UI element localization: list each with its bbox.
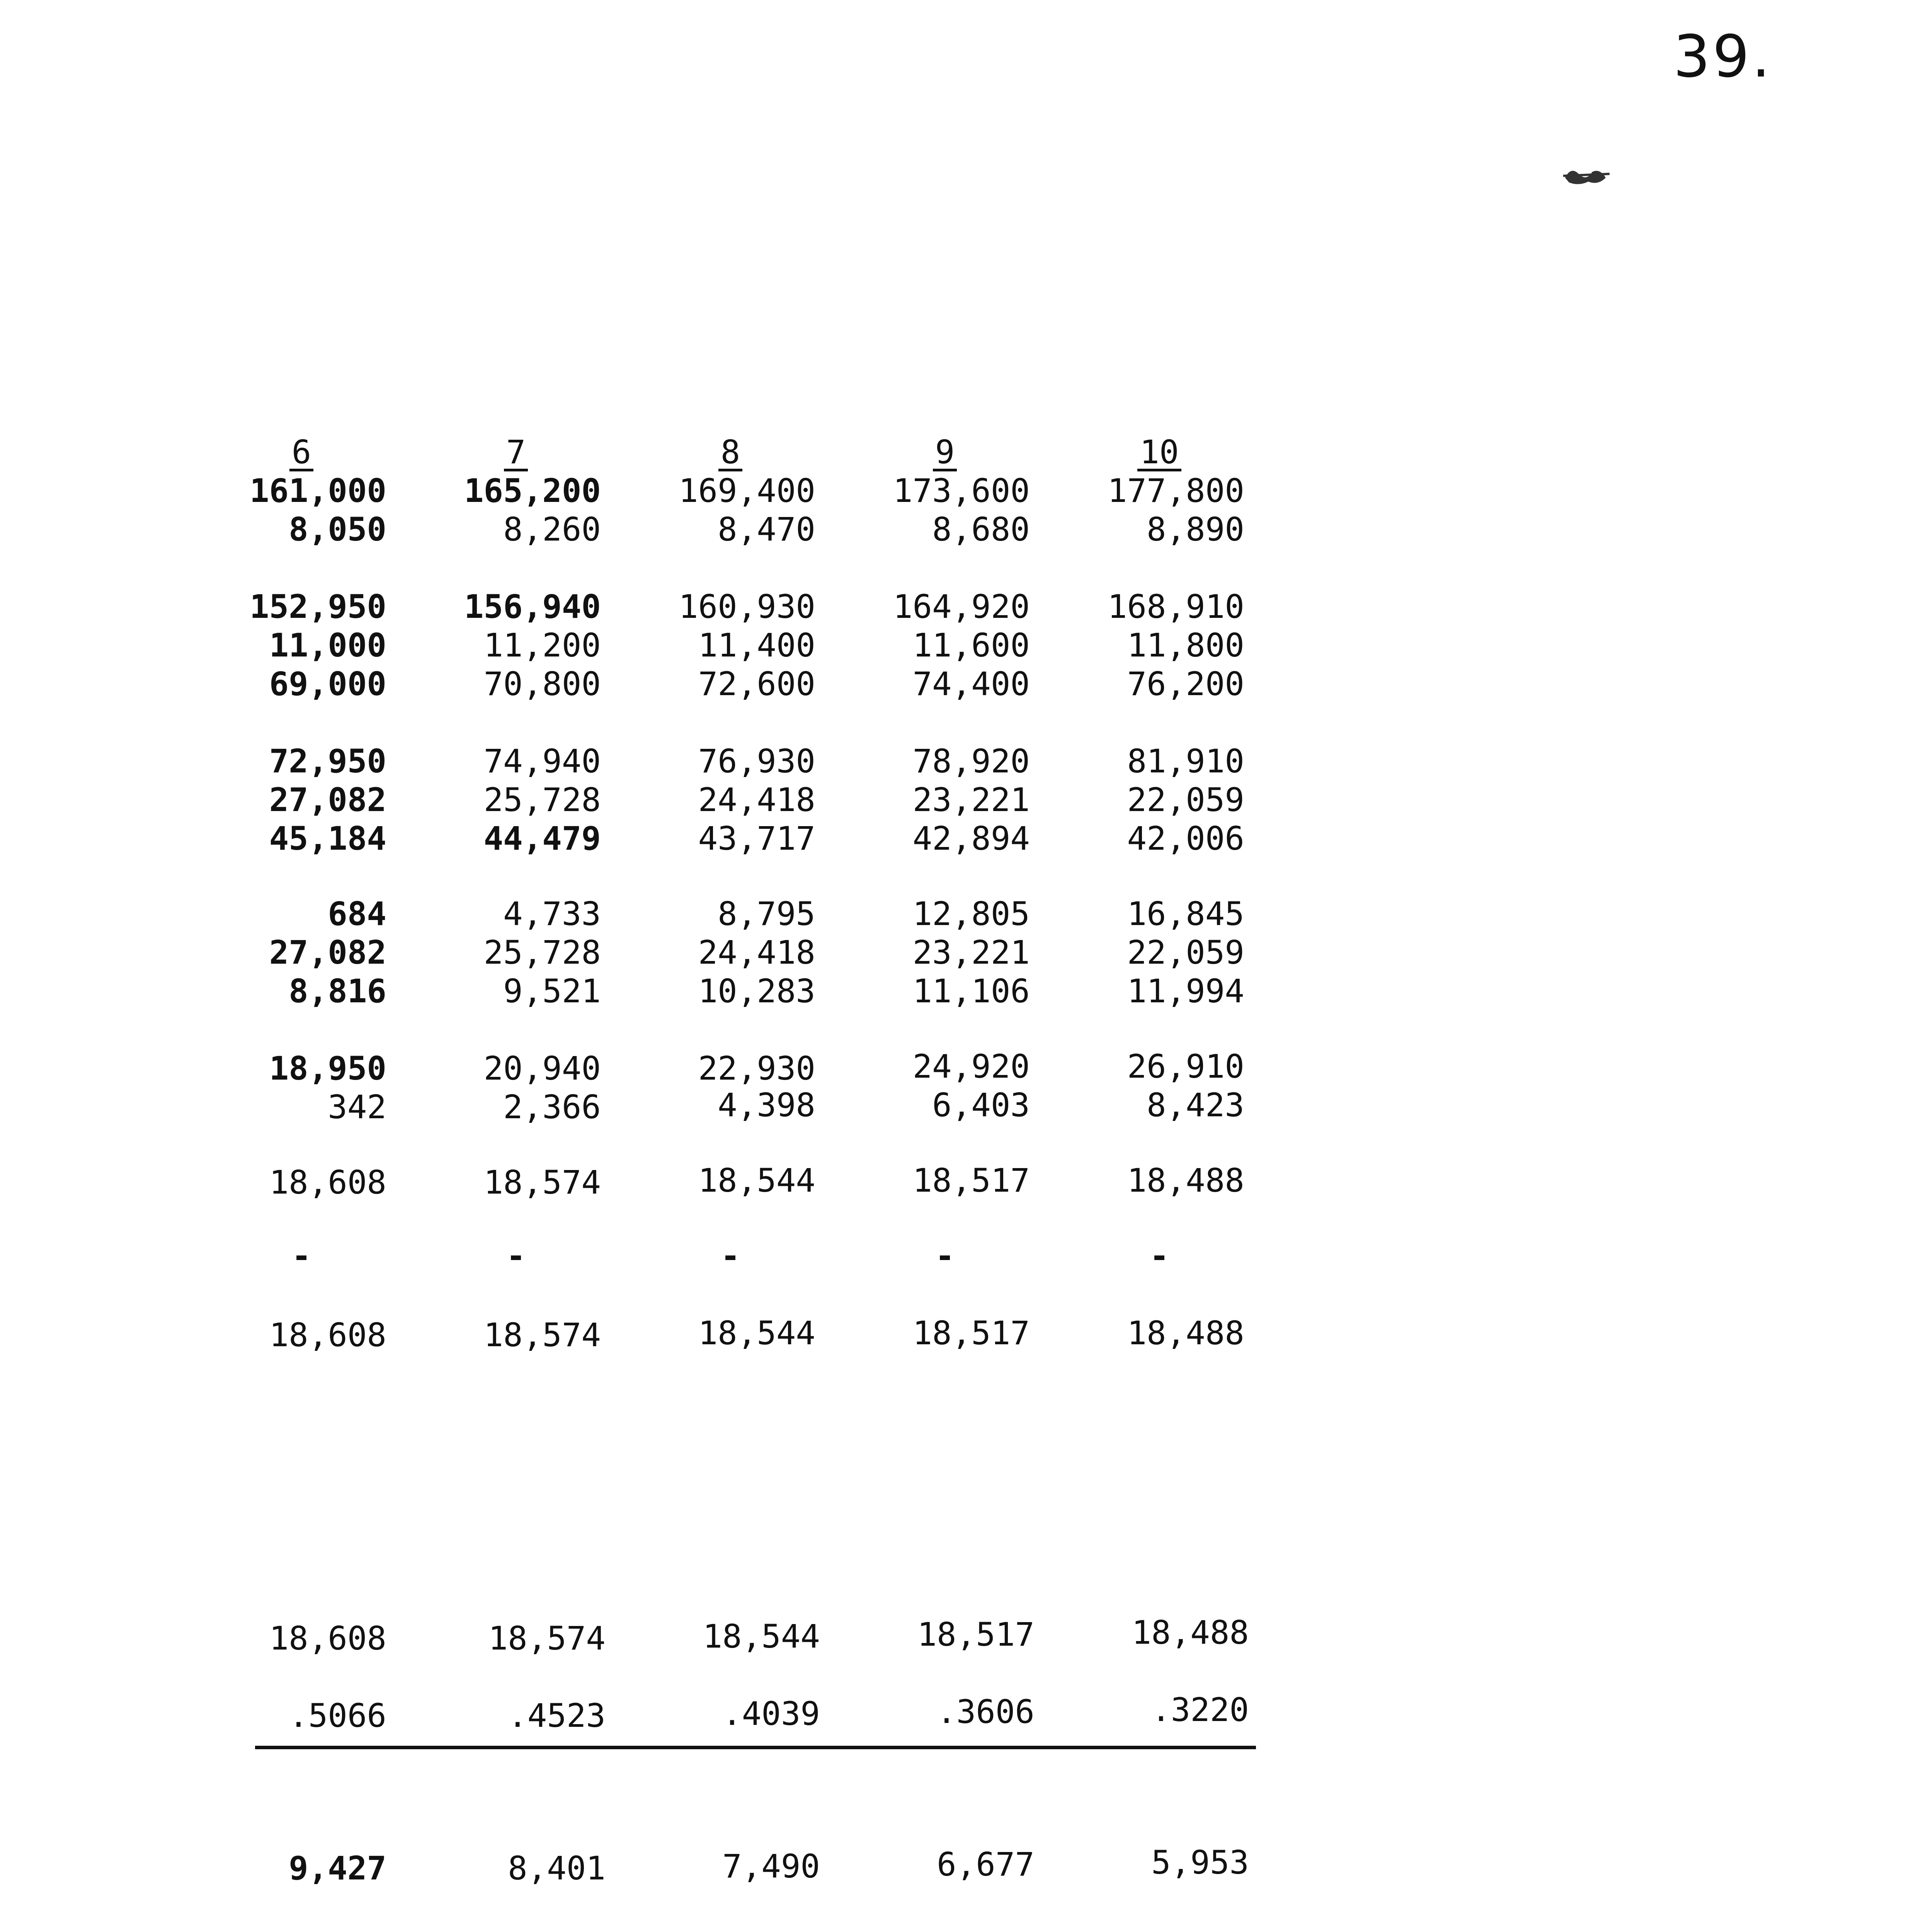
value-cell: 342 bbox=[328, 1088, 386, 1126]
value-cell: 18,488 bbox=[1127, 1162, 1244, 1199]
value-cell: 4,398 bbox=[718, 1086, 815, 1124]
value-cell: 78,920 bbox=[912, 742, 1030, 780]
value-cell: 25,728 bbox=[483, 934, 601, 971]
factor-cell: .3220 bbox=[1151, 1691, 1249, 1729]
value-cell: 10,283 bbox=[698, 972, 815, 1010]
value-cell: 11,106 bbox=[912, 972, 1030, 1010]
value-cell: 76,930 bbox=[698, 742, 815, 780]
value-cell: 72,600 bbox=[698, 665, 815, 703]
value-cell: 42,894 bbox=[912, 820, 1030, 857]
value-cell: 8,050 bbox=[289, 510, 386, 548]
value-cell: 18,544 bbox=[698, 1162, 815, 1199]
value-cell: 6,403 bbox=[932, 1086, 1030, 1124]
value-cell: 27,082 bbox=[269, 781, 386, 819]
value-cell: 24,418 bbox=[698, 781, 815, 819]
value-cell: 160,930 bbox=[678, 588, 815, 626]
value-cell: 23,221 bbox=[912, 781, 1030, 819]
value-cell: 27,082 bbox=[269, 934, 386, 971]
value-cell: 81,910 bbox=[1127, 742, 1244, 780]
value-cell: 18,574 bbox=[488, 1619, 606, 1657]
value-cell: 20,940 bbox=[483, 1049, 601, 1087]
value-cell: 173,600 bbox=[893, 472, 1030, 510]
result-cell: 7,490 bbox=[722, 1847, 820, 1885]
value-cell: 684 bbox=[328, 895, 386, 933]
value-cell: 8,260 bbox=[503, 510, 601, 548]
value-cell: 8,890 bbox=[1147, 510, 1244, 548]
value-cell: 24,418 bbox=[698, 934, 815, 971]
value-cell: 164,920 bbox=[893, 588, 1030, 626]
value-cell: 18,517 bbox=[912, 1162, 1030, 1199]
value-cell: 8,816 bbox=[289, 972, 386, 1010]
value-cell: 168,910 bbox=[1107, 588, 1244, 626]
value-cell: 12,805 bbox=[912, 895, 1030, 933]
dash-cell: - bbox=[506, 1237, 526, 1275]
value-cell: 74,940 bbox=[483, 742, 601, 780]
result-cell: 9,427 bbox=[289, 1849, 386, 1887]
value-cell: 42,006 bbox=[1127, 820, 1244, 857]
value-cell: 18,517 bbox=[912, 1314, 1030, 1352]
value-cell: 44,479 bbox=[483, 820, 601, 857]
value-cell: 18,488 bbox=[1132, 1614, 1249, 1651]
value-cell: 165,200 bbox=[464, 472, 601, 510]
factor-cell: .3606 bbox=[937, 1693, 1035, 1731]
column-header: 9 bbox=[860, 433, 1030, 471]
value-cell: 18,950 bbox=[269, 1049, 386, 1087]
value-cell: 8,470 bbox=[718, 510, 815, 548]
value-cell: 9,521 bbox=[503, 972, 601, 1010]
value-cell: 11,994 bbox=[1127, 972, 1244, 1010]
dash-cell: - bbox=[935, 1237, 955, 1275]
value-cell: 72,950 bbox=[269, 742, 386, 780]
value-cell: 23,221 bbox=[912, 934, 1030, 971]
value-cell: 18,517 bbox=[917, 1616, 1035, 1653]
value-cell: 25,728 bbox=[483, 781, 601, 819]
column-header: 10 bbox=[1074, 433, 1244, 471]
value-cell: 22,059 bbox=[1127, 781, 1244, 819]
value-cell: 18,544 bbox=[698, 1314, 815, 1352]
result-cell: 6,677 bbox=[937, 1845, 1035, 1883]
value-cell: 11,600 bbox=[912, 626, 1030, 664]
value-cell: 26,910 bbox=[1127, 1048, 1244, 1085]
page-number: 39. bbox=[1673, 23, 1773, 90]
value-cell: 18,608 bbox=[269, 1619, 386, 1657]
value-cell: 18,574 bbox=[483, 1163, 601, 1201]
value-cell: 69,000 bbox=[269, 665, 386, 703]
value-cell: 8,680 bbox=[932, 510, 1030, 548]
value-cell: 11,200 bbox=[483, 626, 601, 664]
value-cell: 22,930 bbox=[698, 1049, 815, 1087]
column-header: 6 bbox=[216, 433, 386, 471]
value-cell: 74,400 bbox=[912, 665, 1030, 703]
value-cell: 177,800 bbox=[1107, 472, 1244, 510]
value-cell: 18,574 bbox=[483, 1316, 601, 1354]
value-cell: 24,920 bbox=[912, 1048, 1030, 1085]
total-rule-line bbox=[255, 1746, 1256, 1749]
value-cell: 11,000 bbox=[269, 626, 386, 664]
factor-cell: .5066 bbox=[289, 1697, 386, 1735]
value-cell: 16,845 bbox=[1127, 895, 1244, 933]
factor-cell: .4523 bbox=[508, 1697, 606, 1735]
dash-cell: - bbox=[1149, 1237, 1169, 1275]
value-cell: 11,400 bbox=[698, 626, 815, 664]
result-cell: 5,953 bbox=[1151, 1844, 1249, 1881]
value-cell: 22,059 bbox=[1127, 934, 1244, 971]
value-cell: 169,400 bbox=[678, 472, 815, 510]
value-cell: 18,488 bbox=[1127, 1314, 1244, 1352]
value-cell: 18,544 bbox=[703, 1617, 820, 1655]
dash-cell: - bbox=[720, 1237, 740, 1275]
value-cell: 11,800 bbox=[1127, 626, 1244, 664]
result-cell: 8,401 bbox=[508, 1849, 606, 1887]
value-cell: 18,608 bbox=[269, 1163, 386, 1201]
value-cell: 45,184 bbox=[269, 820, 386, 857]
value-cell: 156,940 bbox=[464, 588, 601, 626]
value-cell: 2,366 bbox=[503, 1088, 601, 1126]
dash-cell: - bbox=[291, 1237, 311, 1275]
value-cell: 161,000 bbox=[249, 472, 386, 510]
value-cell: 70,800 bbox=[483, 665, 601, 703]
value-cell: 4,733 bbox=[503, 895, 601, 933]
column-header: 8 bbox=[645, 433, 815, 471]
factor-cell: .4039 bbox=[722, 1695, 820, 1733]
column-header: 7 bbox=[431, 433, 601, 471]
value-cell: 76,200 bbox=[1127, 665, 1244, 703]
value-cell: 8,795 bbox=[718, 895, 815, 933]
value-cell: 152,950 bbox=[249, 588, 386, 626]
value-cell: 43,717 bbox=[698, 820, 815, 857]
value-cell: 18,608 bbox=[269, 1316, 386, 1354]
value-cell: 8,423 bbox=[1147, 1086, 1244, 1124]
